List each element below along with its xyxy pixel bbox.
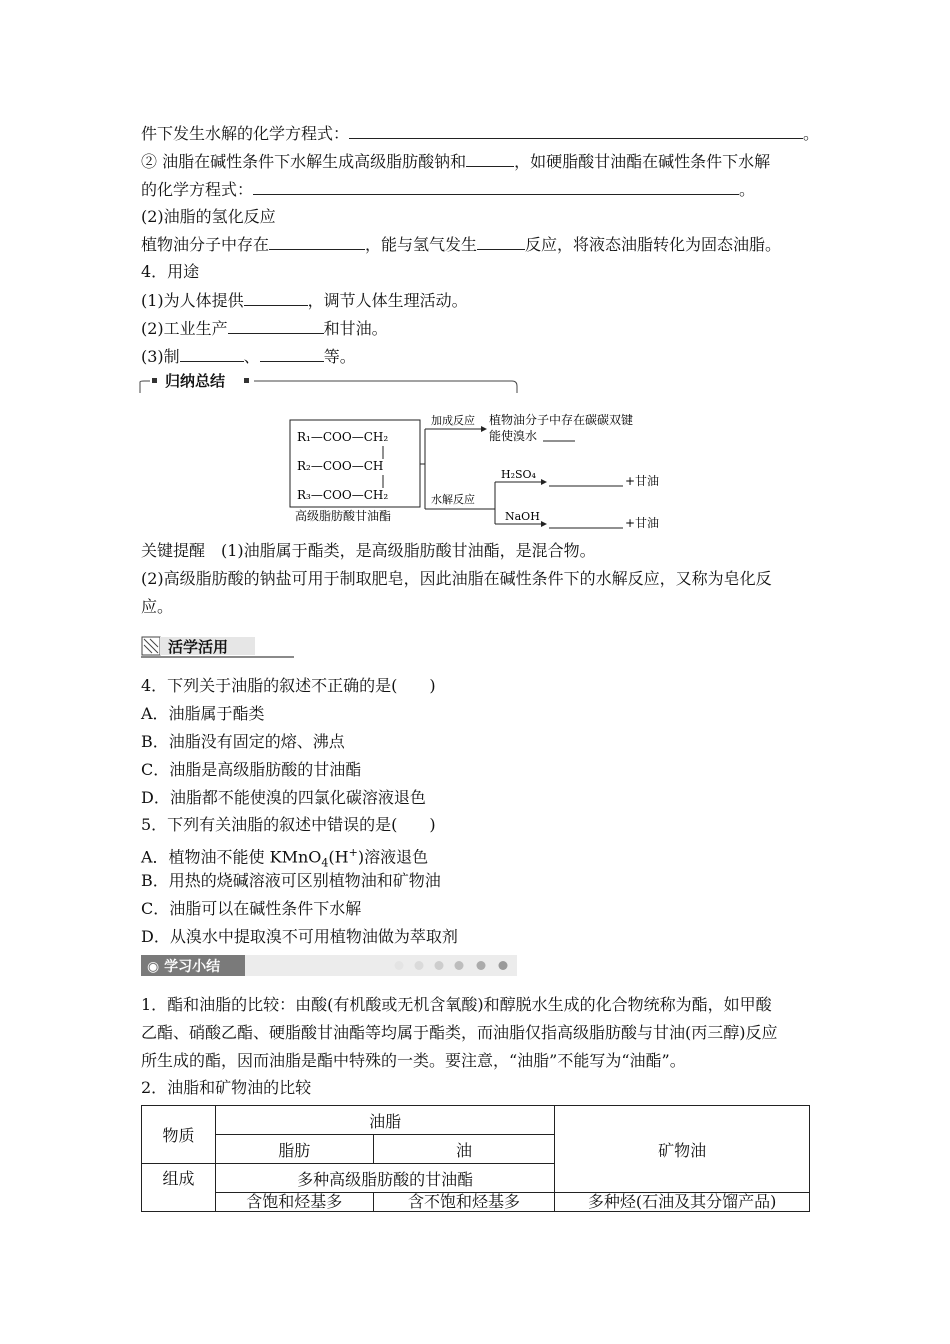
composition-shared: 多种高级脂肪酸的甘油酯 [215,1164,554,1193]
reagent-acid: H₂SO₄ [501,468,536,481]
summary-1-line-1: 1．酯和油脂的比较：由酸(有机酸或无机含氧酸)和醇脱水生成的化合物统称为酯，如甲酸 [141,995,772,1014]
uses-heading: 4．用途 [141,262,200,281]
practice-title: 活学活用 [168,638,229,656]
answer-blank[interactable] [477,233,525,250]
addition-result-1: 植物油分子中存在碳碳双键 [489,413,634,427]
answer-blank[interactable] [269,233,365,250]
summary-2-heading: 2．油脂和矿物油的比较 [141,1078,312,1097]
summary-1-line-3: 所生成的酯，因而油脂是酯中特殊的一类。要注意，“油脂”不能写为“油酯”。 [141,1051,686,1070]
answer-blank[interactable] [253,178,739,195]
answer-blank[interactable] [349,122,803,139]
answer-blank[interactable] [466,150,514,167]
formula-row-2: R₂—COO—CH [297,459,384,473]
summary-1-line-2: 乙酯、硝酸乙酯、硬脂酸甘油酯等均属于酯类，而油脂仅指高级脂肪酸与甘油(丙三醇)反应 [141,1023,778,1042]
fat-detail: 含饱和烃基多 [215,1193,373,1212]
header-fat: 脂肪 [215,1135,373,1164]
study-summary-title: ◉ 学习小结 [147,959,221,975]
answer-blank[interactable] [260,345,324,362]
q5-option-b: B．用热的烧碱溶液可区别植物油和矿物油 [141,871,441,890]
q5-option-d: D．从溴水中提取溴不可用植物油做为萃取剂 [141,927,458,946]
q4-option-b: B．油脂没有固定的熔、沸点 [141,732,345,751]
formula-row-3: R₃—COO—CH₂ [297,488,389,502]
practice-section-header [141,634,294,660]
oil-detail: 含不饱和烃基多 [373,1193,555,1212]
q5-option-a: A．植物油不能使 KMnO$_4$(H+)溶液退色 [141,846,429,870]
header-mineral-oil: 矿物油 [555,1106,810,1193]
reagent-base: NaOH [505,510,540,523]
row-composition: 组成 [142,1164,216,1212]
study-summary-banner [141,955,517,976]
intro-line-2: ② 油脂在碱性条件下水解生成高级脂肪酸钠和 ，如硬脂酸甘油酯在碱性条件下水解 [141,152,771,171]
branch-addition-label: 加成反应 [431,414,475,427]
product-glycerol-2: +甘油 [625,516,660,530]
formula-row-1: R₁—COO—CH₂ [297,430,389,444]
key-point-3: 应。 [141,597,174,616]
formula-caption: 高级脂肪酸甘油酯 [295,509,392,523]
intro-line-3: 的化学方程式： 。 [141,180,756,199]
q4-option-d: D．油脂都不能使溴的四氯化碳溶液退色 [141,788,426,807]
question-5: 5．下列有关油脂的叙述中错误的是( ) [141,815,436,834]
question-4: 4．下列关于油脂的叙述不正确的是( ) [141,676,436,695]
q4-option-a: A．油脂属于酯类 [141,704,265,723]
summary-diagram [285,402,665,532]
answer-blank[interactable] [180,345,244,362]
intro-line-1: 件下发生水解的化学方程式： 。 [141,124,820,143]
q4-option-c: C．油脂是高级脂肪酸的甘油酯 [141,760,362,779]
uses-line-2: (2)工业生产 和甘油。 [141,319,388,338]
product-glycerol-1: +甘油 [625,474,660,488]
header-oil-fat: 油脂 [215,1106,554,1135]
key-point-2: (2)高级脂肪酸的钠盐可用于制取肥皂，因此油脂在碱性条件下的水解反应，又称为皂化反 [141,569,772,588]
branch-hydrolysis-label: 水解反应 [431,493,475,506]
key-point-1: 关键提醒 (1)油脂属于酯类，是高级脂肪酸甘油酯，是混合物。 [141,541,596,560]
mineral-detail: 多种烃(石油及其分馏产品) [555,1193,810,1212]
addition-result-2: 能使溴水 [489,429,538,443]
uses-line-3: (3)制 、 等。 [141,347,356,366]
comparison-table [141,1105,810,1212]
summary-box-title: 归纳总结 [165,372,226,390]
answer-blank[interactable] [244,289,308,306]
intro-line-5: 植物油分子中存在 ，能与氢气发生 反应，将液态油脂转化为固态油脂。 [141,235,782,254]
header-substance: 物质 [142,1106,216,1164]
hydrogenation-heading: (2)油脂的氢化反应 [141,207,276,226]
header-oil: 油 [373,1135,555,1164]
q5-option-c: C．油脂可以在碱性条件下水解 [141,899,362,918]
uses-line-1: (1)为人体提供 ，调节人体生理活动。 [141,291,468,310]
answer-blank[interactable] [228,317,324,334]
